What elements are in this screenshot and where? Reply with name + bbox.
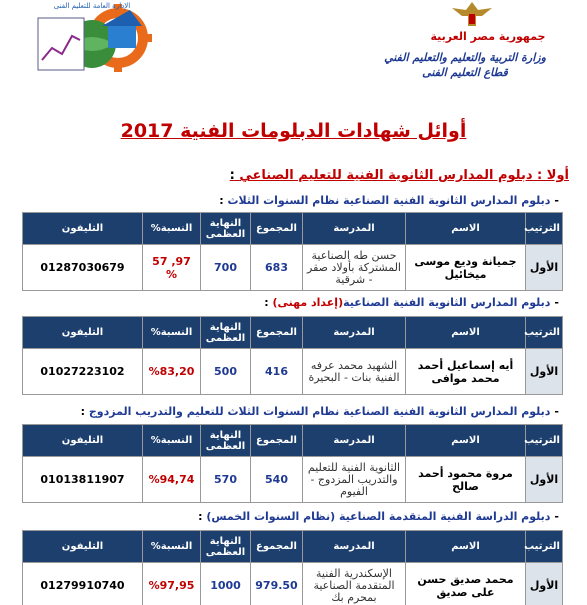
max-score: 500	[201, 349, 251, 395]
col-school: المدرسة	[303, 425, 406, 457]
heading-dash: -	[554, 510, 559, 523]
page-title: أوائل شهادات الدبلومات الفنية 2017	[120, 120, 467, 142]
eagle-emblem-icon	[446, 0, 498, 30]
table-heading	[211, 194, 559, 207]
col-pct: النسبة%	[143, 317, 201, 349]
school-name: الثانوية الفنية للتعليم والتدريب المزدوج - الفيوم	[303, 457, 406, 503]
heading-highlight: (إعداد مهنى)	[272, 296, 344, 309]
section-heading	[230, 168, 569, 183]
col-pct: النسبة%	[143, 531, 201, 563]
section-label: دبلوم المدارس الثانوية الفنية للتعليم الصناعي	[239, 168, 533, 183]
percentage: %94,74	[143, 457, 201, 503]
ministry-name: وزارة التربية والتعليم والتعليم الفني	[384, 51, 546, 64]
phone-number: 01013811907	[23, 457, 143, 503]
rank-cell: الأول	[526, 457, 563, 503]
col-rank: الترتيب	[526, 425, 563, 457]
rank-cell: الأول	[526, 563, 563, 605]
heading-text: دبلوم الدراسة الفنية المتقدمة الصناعية (نظام السنوات الخمس)	[206, 510, 551, 523]
percentage: %83,20	[143, 349, 201, 395]
col-school: المدرسة	[303, 531, 406, 563]
heading-text: دبلوم المدارس الثانوية الفنية الصناعية نظام السنوات الثلاث	[227, 194, 551, 207]
heading-text: دبلوم المدارس الثانوية الفنية الصناعية	[343, 296, 551, 309]
heading-suffix: :	[80, 405, 85, 418]
total-score: 979.50	[251, 563, 303, 605]
rank-cell: الأول	[526, 245, 563, 291]
col-total: المجموع	[251, 317, 303, 349]
col-name: الاسم	[406, 317, 526, 349]
col-phone: التليفون	[23, 317, 143, 349]
col-max: النهاية العظمى	[201, 425, 251, 457]
section-prefix: أولا :	[537, 168, 569, 183]
school-name: الإسكندرية الفنية المتقدمة الصناعية بمحرم بك	[303, 563, 406, 605]
total-score: 416	[251, 349, 303, 395]
col-rank: الترتيب	[526, 213, 563, 245]
heading-suffix: :	[264, 296, 269, 309]
heading-suffix: :	[198, 510, 203, 523]
school-name: الشهيد محمد عرفه الفنية بنات - البحيرة	[303, 349, 406, 395]
col-school: المدرسة	[303, 213, 406, 245]
table-heading	[190, 510, 559, 523]
max-score: 570	[201, 457, 251, 503]
ranking-table	[22, 316, 563, 395]
col-rank: الترتيب	[526, 317, 563, 349]
col-max: النهاية العظمى	[201, 213, 251, 245]
chart-icon	[38, 18, 84, 70]
col-max: النهاية العظمى	[201, 531, 251, 563]
student-name: أيه إسماعيل أحمد محمد موافى	[406, 349, 526, 395]
col-school: المدرسة	[303, 317, 406, 349]
percentage: %97,95	[143, 563, 201, 605]
table-row	[23, 245, 563, 291]
col-pct: النسبة%	[143, 213, 201, 245]
table-row	[23, 457, 563, 503]
heading-dash: -	[554, 296, 559, 309]
table-header-row	[23, 317, 563, 349]
col-phone: التليفون	[23, 213, 143, 245]
percentage: 97, 57 %	[143, 245, 201, 291]
table-header-row	[23, 213, 563, 245]
total-score: 540	[251, 457, 303, 503]
phone-number: 01027223102	[23, 349, 143, 395]
table-heading	[73, 405, 559, 418]
heading-dash: -	[554, 405, 559, 418]
republic-name: جمهورية مصر العربية	[430, 30, 546, 43]
col-total: المجموع	[251, 425, 303, 457]
table-header-row	[23, 531, 563, 563]
ranking-table	[22, 530, 563, 605]
col-pct: النسبة%	[143, 425, 201, 457]
table-header-row	[23, 425, 563, 457]
ranking-table	[22, 212, 563, 291]
rank-cell: الأول	[526, 349, 563, 395]
technical-education-logo	[30, 0, 155, 78]
col-max: النهاية العظمى	[201, 317, 251, 349]
heading-text: دبلوم المدارس الثانوية الفنية الصناعية نظام السنوات الثلاث للتعليم والتدريب المزدوج	[88, 405, 551, 418]
phone-number: 01279910740	[23, 563, 143, 605]
ranking-table	[22, 424, 563, 503]
col-rank: الترتيب	[526, 531, 563, 563]
heading-dash: -	[554, 194, 559, 207]
school-name: حسن طه الصناعية المشتركة بأولاد صقر - شرقية	[303, 245, 406, 291]
student-name: مروة محمود أحمد صالح	[406, 457, 526, 503]
section-colon: :	[229, 168, 235, 183]
phone-number: 01287030679	[23, 245, 143, 291]
student-name: محمد صديق حسن على صديق	[406, 563, 526, 605]
max-score: 1000	[201, 563, 251, 605]
table-row	[23, 563, 563, 605]
col-name: الاسم	[406, 425, 526, 457]
col-phone: التليفون	[23, 531, 143, 563]
col-name: الاسم	[406, 531, 526, 563]
col-total: المجموع	[251, 213, 303, 245]
sector-name: قطاع التعليم الفنى	[422, 66, 508, 79]
student-name: جميانة وديع موسى ميخائيل	[406, 245, 526, 291]
col-name: الاسم	[406, 213, 526, 245]
heading-suffix: :	[219, 194, 224, 207]
table-heading	[256, 296, 559, 309]
ministry-block	[360, 50, 570, 80]
col-phone: التليفون	[23, 425, 143, 457]
table-row	[23, 349, 563, 395]
logo-text: الإدارة العامة للتعليم الفنى	[53, 2, 131, 10]
max-score: 700	[201, 245, 251, 291]
col-total: المجموع	[251, 531, 303, 563]
total-score: 683	[251, 245, 303, 291]
